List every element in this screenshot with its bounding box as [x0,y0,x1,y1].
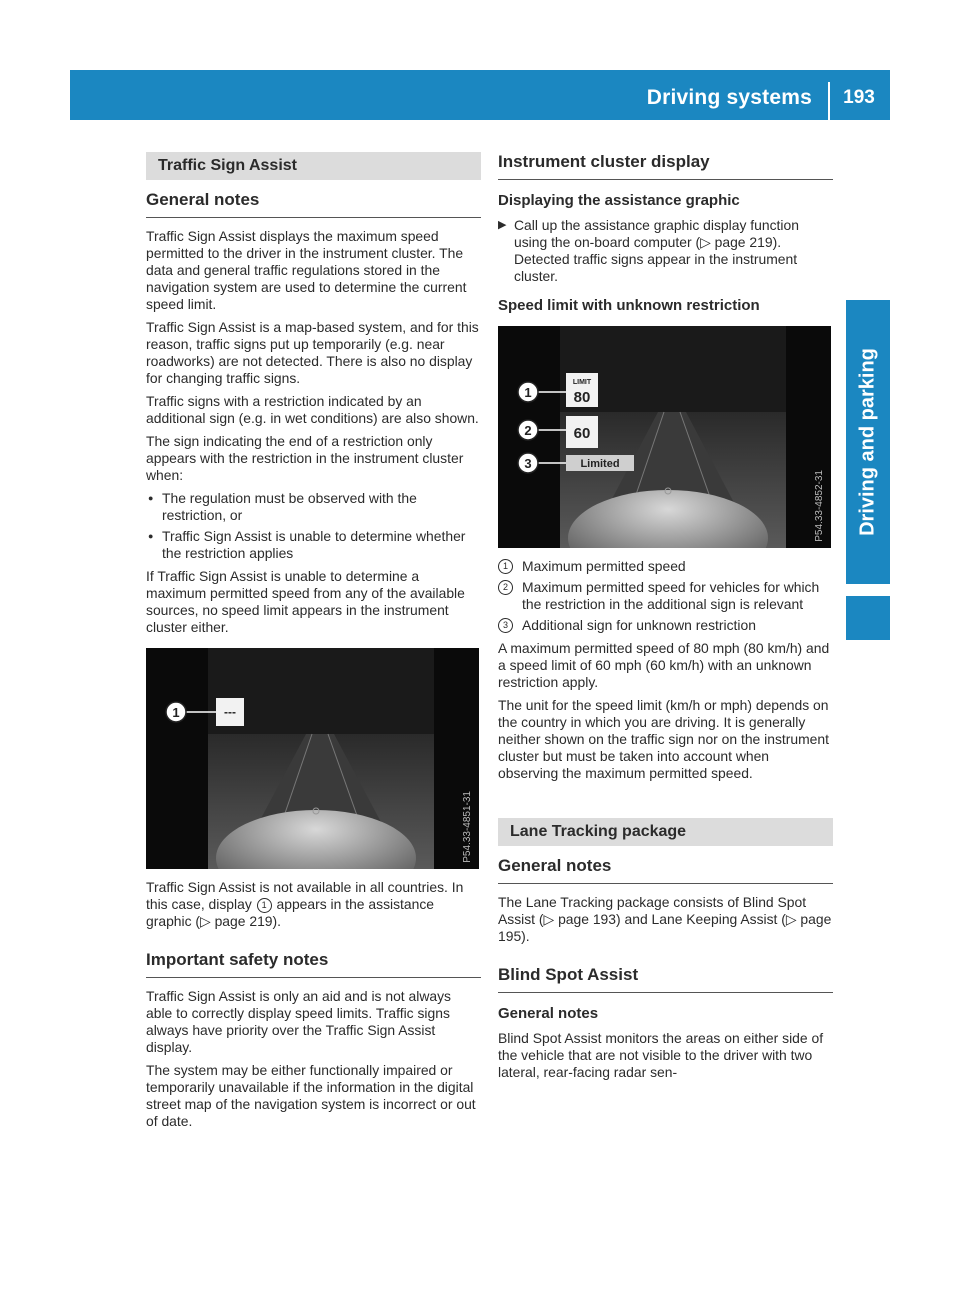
heading-safety-notes: Important safety notes [146,950,481,978]
legend-number: 2 [498,580,513,595]
heading-general-notes: General notes [146,190,481,218]
figure-speed-limit-restriction [498,326,831,548]
paragraph: Traffic Sign Assist is a map-based system, and for this reason, traffic signs put up temporarily (e.g. near roadworks) are not detected. There is also no display for changing traffic signs. [146,319,479,386]
arrow-right-icon: ▶ [498,219,507,231]
callout-2: 2 [524,423,532,438]
right-column [498,152,833,1087]
heading-blind-spot-assist: Blind Spot Assist [498,965,833,993]
left-column [146,152,481,1136]
instrument-cluster-graphic [498,326,831,548]
side-tab-marker [846,596,890,640]
figure-legend [498,558,833,634]
subheading-unknown-restriction: Speed limit with unknown restriction [498,297,760,314]
figure-code: P54.33-4851-31 [462,791,473,863]
page-header [70,70,890,120]
subheading-general-notes: General notes [498,1005,599,1022]
paragraph: The system may be either functionally impaired or temporarily unavailable if the information in the digital street map of the navigation system is incorrect or out of date. [146,1062,476,1129]
section-band-traffic-sign-assist: Traffic Sign Assist [146,152,481,180]
legend-item: 3 Additional sign for unknown restriction [498,617,833,634]
legend-item: 2 Maximum permitted speed for vehicles for which the restriction in the additional sign is relevant [498,579,833,613]
paragraph: Traffic Sign Assist is only an aid and is not always able to correctly display speed limits. Traffic signs always have priority over the Traffic Sign Assist display. [146,988,451,1055]
paragraph: Traffic Sign Assist is not available in all countries. In this case, display 1 appears in the assistance graphic (▷ page 219). [146,879,464,929]
section-side-tab [846,300,890,584]
paragraph: Blind Spot Assist monitors the areas on either side of the vehicle that are not visible to the driver with two lateral, rear-facing radar sen- [498,1030,824,1080]
paragraph: A maximum permitted speed of 80 mph (80 km/h) and a speed limit of 60 mph (60 km/h) with an unknown restriction apply. [498,640,830,690]
section-band-lane-tracking: Lane Tracking package [498,818,833,846]
sign-limit-80: 80 [573,389,591,406]
legend-item: 1 Maximum permitted speed [498,558,833,575]
subheading-assistance-graphic: Displaying the assistance graphic [498,192,740,209]
side-tab-label: Driving and parking [856,348,879,536]
instrument-cluster-graphic [146,648,479,869]
sign-no-limit: --- [224,705,236,719]
heading-general-notes: General notes [498,856,833,884]
legend-number: 3 [498,618,513,633]
sign-limit-60: 60 [573,425,591,442]
bullet-list [146,490,481,562]
paragraph: Traffic Sign Assist displays the maximum speed permitted to the driver in the instrument cluster. The data and general traffic regulations stored in the navigation system are used to determine the current speed limit. [146,228,467,312]
list-item: ● Traffic Sign Assist is unable to determine whether the restriction applies [146,528,481,562]
callout-3: 3 [524,456,532,471]
figure-no-speed-limit [146,648,479,869]
inline-callout-1: 1 [257,898,272,913]
callout-1: 1 [524,385,532,400]
list-item: ● The regulation must be observed with the restriction, or [146,490,481,524]
instruction-step: ▶ Call up the assistance graphic display function using the on-board computer (▷ page 219). Detected traffic signs appear in the instrument cluster. [498,217,799,284]
legend-number: 1 [498,559,513,574]
heading-instrument-cluster: Instrument cluster display [498,152,833,180]
paragraph: The unit for the speed limit (km/h or mph) depends on the country in which you are driving. It is generally neither shown on the traffic sign nor on the instrument cluster but must be taken into account when observing the maximum permitted speed. [498,697,829,781]
paragraph: If Traffic Sign Assist is unable to determine a maximum permitted speed from any of the available sources, no speed limit appears in the instrument cluster either. [146,568,465,635]
paragraph: The Lane Tracking package consists of Blind Spot Assist (▷ page 193) and Lane Keeping Assist (▷ page 195). [498,894,832,944]
paragraph: The sign indicating the end of a restriction only appears with the restriction in the instrument cluster when: [146,433,464,483]
paragraph: Traffic signs with a restriction indicated by an additional sign (e.g. in wet conditions) are also shown. [146,393,479,426]
sign-limited: Limited [580,458,620,470]
page-number: 193 [843,87,875,108]
sign-limit-label: LIMIT [572,379,592,386]
figure-code: P54.33-4852-31 [814,470,825,542]
callout-1: 1 [172,705,180,720]
header-divider [828,82,830,120]
chapter-title: Driving systems [646,86,812,109]
